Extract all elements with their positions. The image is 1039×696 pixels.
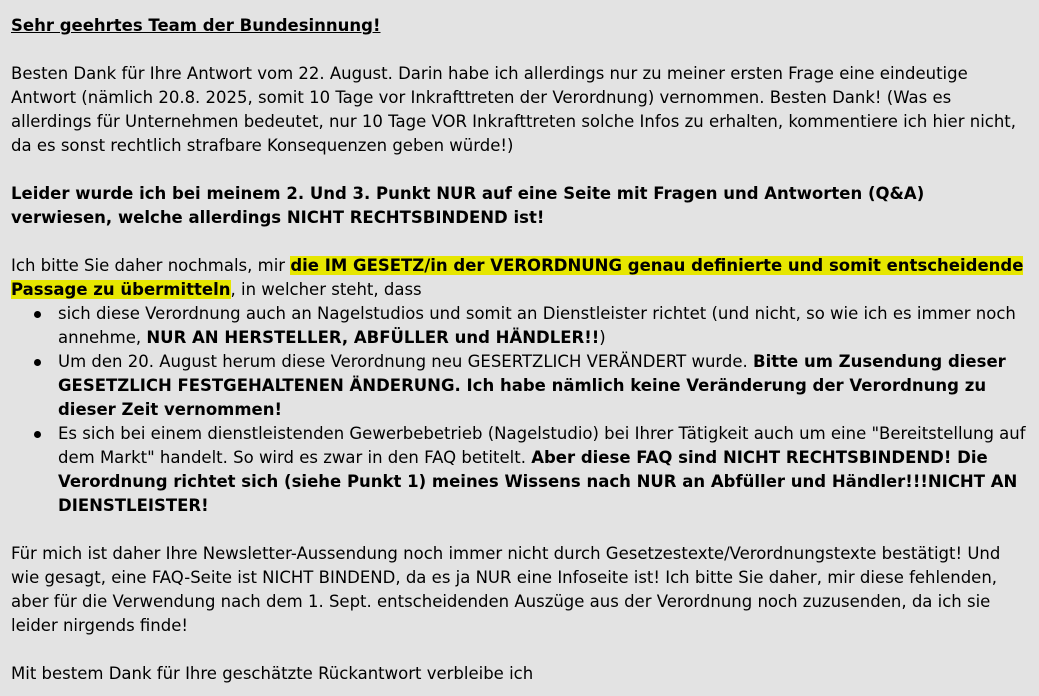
list-item-text: Es sich bei einem dienstleistenden Gewerbebetrieb (Nagelstudio) bei Ihrer Tätigkeit auch um eine "Bereitstellung auf dem Markt" handelt. So wird es zwar in den FAQ betitelt. xyxy=(58,424,1026,467)
request-intro: Ich bitte Sie daher nochmals, mir xyxy=(11,256,291,275)
paragraph-complaint: Leider wurde ich bei meinem 2. Und 3. Punkt NUR auf eine Seite mit Fragen und Antworten (Q&A) verwiesen, welche allerdings NICHT RECHTSBINDEND ist! xyxy=(11,184,925,227)
closing-line: Mit bestem Dank für Ihre geschätzte Rückantwort verbleibe ich xyxy=(11,664,534,683)
list-item-text: Um den 20. August herum diese Verordnung neu GESERTZLICH VERÄNDERT wurde. xyxy=(58,352,754,371)
list-item-bold-text: Bitte um Zusendung dieser GESETZLICH FESTGEHALTENEN ÄNDERUNG. Ich habe nämlich keine Veränderung der Verordnung zu dieser Zeit vernommen! xyxy=(58,352,1006,419)
spacer xyxy=(11,230,1028,254)
list-item-bold-text: NUR AN HERSTELLER, ABFÜLLER und HÄNDLER!! xyxy=(146,328,600,347)
list-item xyxy=(58,350,1028,422)
list-item-bold-text: Aber diese FAQ sind NICHT RECHTSBINDEND! Die Verordnung richtet sich (siehe Punkt 1) meines Wissens nach NUR an Abfüller und Händler!!!NICHT AN DIENSTLEISTER! xyxy=(58,448,1018,515)
spacer xyxy=(11,158,1028,182)
list-item-tail: ) xyxy=(599,328,606,347)
paragraph-thanks: Besten Dank für Ihre Antwort vom 22. August. Darin habe ich allerdings nur zu meiner ersten Frage eine eindeutige Antwort (nämlich 20.8. 2025, somit 10 Tage vor Inkrafttreten der Verordnung) vernommen. Besten Dank! (Was es allerdings für Unternehmen bedeutet, nur 10 Tage VOR Inkrafttreten solche Infos zu erhalten, kommentiere ich hier nicht, da es sonst rechtlich strafbare Konsequenzen geben würde!) xyxy=(11,64,1017,155)
request-continuation: , in welcher steht, dass xyxy=(230,280,422,299)
paragraph-request xyxy=(11,254,1028,302)
bullet-list xyxy=(11,302,1028,518)
salutation: Sehr geehrtes Team der Bundesinnung! xyxy=(11,16,381,35)
list-item xyxy=(58,302,1028,350)
spacer xyxy=(11,518,1028,542)
paragraph-conclusion: Für mich ist daher Ihre Newsletter-Aussendung noch immer nicht durch Gesetzestexte/Verordnungstexte bestätigt! Und wie gesagt, eine FAQ-Seite ist NICHT BINDEND, da es ja NUR eine Infoseite ist! Ich bitte Sie daher, mir diese fehlenden, aber für die Verwendung nach dem 1. Sept. entscheidenden Auszüge aus der Verordnung noch zuzusenden, da ich sie leider nirgends finde! xyxy=(11,544,1001,635)
spacer xyxy=(11,638,1028,662)
spacer xyxy=(11,38,1028,62)
list-item xyxy=(58,422,1028,518)
highlighted-passage: die IM GESETZ/in der VERORDNUNG genau definierte und somit entscheidende Passage zu übermitteln xyxy=(11,256,1024,299)
list-item-text: sich diese Verordnung auch an Nagelstudios und somit an Dienstleister richtet (und nicht, so wie ich es immer noch annehme, xyxy=(58,304,1016,347)
